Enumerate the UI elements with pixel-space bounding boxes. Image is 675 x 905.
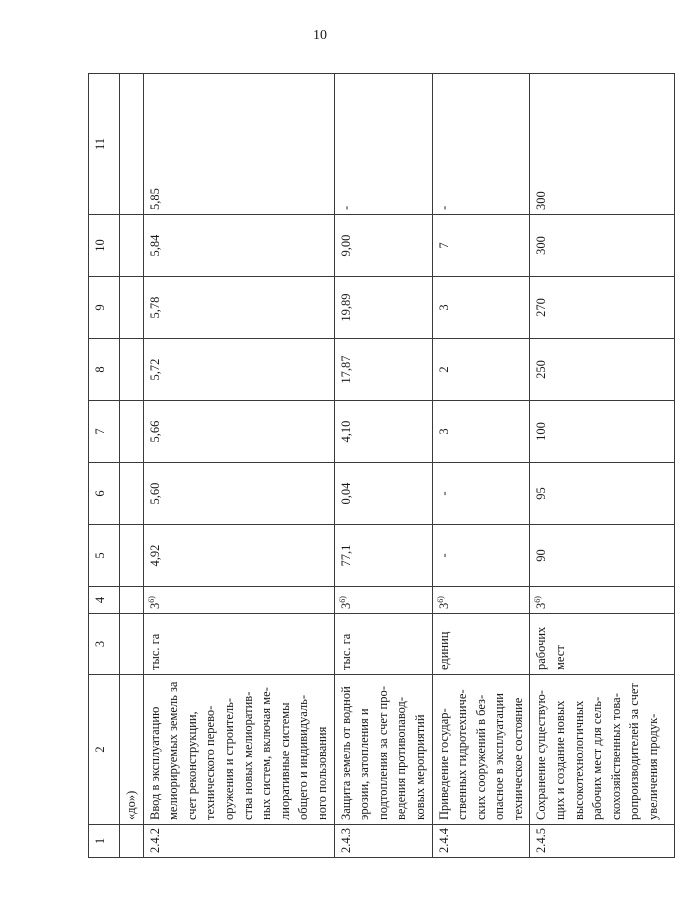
col-header: 1 — [89, 825, 120, 858]
col-header: 6 — [89, 463, 120, 525]
footnote-mark: 6) — [533, 596, 543, 603]
value-cell: 5,72 — [143, 339, 334, 401]
col-header: 8 — [89, 339, 120, 401]
footnote-mark: 6) — [146, 596, 156, 603]
row-code: 3$^{6)}$ — [143, 587, 334, 614]
value-cell: 90 — [530, 525, 675, 587]
table-row — [143, 74, 334, 858]
value-cell: - — [432, 463, 530, 525]
row-name: Защита земель от водной эрозии, затопления и подтопления за счет про-ведения противопавод-ковых мероприятий — [334, 675, 432, 825]
row-number: 2.4.3 — [334, 825, 432, 858]
row-name: Приведение государ-ственных гидротехниче-ских сооружений в без-опасное в эксплуатации техническое состояние — [432, 675, 530, 825]
row-unit: единиц — [432, 614, 530, 675]
footnote-mark: 6) — [337, 596, 347, 603]
value-cell: 270 — [530, 277, 675, 339]
page-number: 10 — [313, 28, 327, 43]
value-cell: 3 — [432, 277, 530, 339]
col-header: 11 — [89, 74, 120, 215]
table-row — [432, 74, 530, 858]
col-header: 10 — [89, 215, 120, 277]
row-code: 3$^{6)}$ — [334, 587, 432, 614]
row-number: 2.4.2 — [143, 825, 334, 858]
col-header: 3 — [89, 614, 120, 675]
value-cell: 100 — [530, 401, 675, 463]
row-number: 2.4.4 — [432, 825, 530, 858]
value-cell: 4,10 — [334, 401, 432, 463]
row-name: Ввод в эксплуатацию мелиорируемых земель за счет реконструкции, технического перево-оружения и строитель-ства новых мелиоратив-ных систем, включая ме-лиоративные системы общего и индивидуаль-ного пользования — [143, 675, 334, 825]
row-code: 3$^{6)}$ — [432, 587, 530, 614]
value-cell: 9,00 — [334, 215, 432, 277]
col-header: 2 — [89, 675, 120, 825]
table-row — [530, 74, 675, 858]
row-name: Сохранение существую-щих и создание новых высокотехнологичных рабочих мест для сель-скохозяйственных това-ропроизводителей за счет увеличения продук- — [530, 675, 675, 825]
value-cell: - — [334, 74, 432, 215]
continuation-text: «до») — [120, 675, 144, 825]
col-header: 5 — [89, 525, 120, 587]
value-cell: 77,1 — [334, 525, 432, 587]
value-cell: 0,04 — [334, 463, 432, 525]
value-cell: - — [432, 74, 530, 215]
value-cell: 5,85 — [143, 74, 334, 215]
col-header: 9 — [89, 277, 120, 339]
col-header: 7 — [89, 401, 120, 463]
value-cell: - — [432, 525, 530, 587]
value-cell: 3 — [432, 401, 530, 463]
value-cell: 5,78 — [143, 277, 334, 339]
row-unit: рабочих мест — [530, 614, 675, 675]
value-cell: 2 — [432, 339, 530, 401]
table-row — [334, 74, 432, 858]
value-cell: 5,84 — [143, 215, 334, 277]
value-cell: 19,89 — [334, 277, 432, 339]
value-cell: 300 — [530, 215, 675, 277]
row-number: 2.4.5 — [530, 825, 675, 858]
header-row — [89, 74, 120, 858]
value-cell: 5,66 — [143, 401, 334, 463]
value-cell: 95 — [530, 463, 675, 525]
continuation-row — [120, 74, 144, 858]
row-code: 3$^{6)}$ — [530, 587, 675, 614]
footnote-mark: 6) — [435, 596, 445, 603]
row-unit: тыс. га — [143, 614, 334, 675]
value-cell: 7 — [432, 215, 530, 277]
value-cell: 5,60 — [143, 463, 334, 525]
value-cell: 250 — [530, 339, 675, 401]
value-cell: 300 — [530, 74, 675, 215]
value-cell: 17,87 — [334, 339, 432, 401]
col-header: 4 — [89, 587, 120, 614]
indicators-table — [88, 73, 675, 858]
rotated-table-page — [88, 74, 661, 858]
value-cell: 4,92 — [143, 525, 334, 587]
row-unit: тыс. га — [334, 614, 432, 675]
